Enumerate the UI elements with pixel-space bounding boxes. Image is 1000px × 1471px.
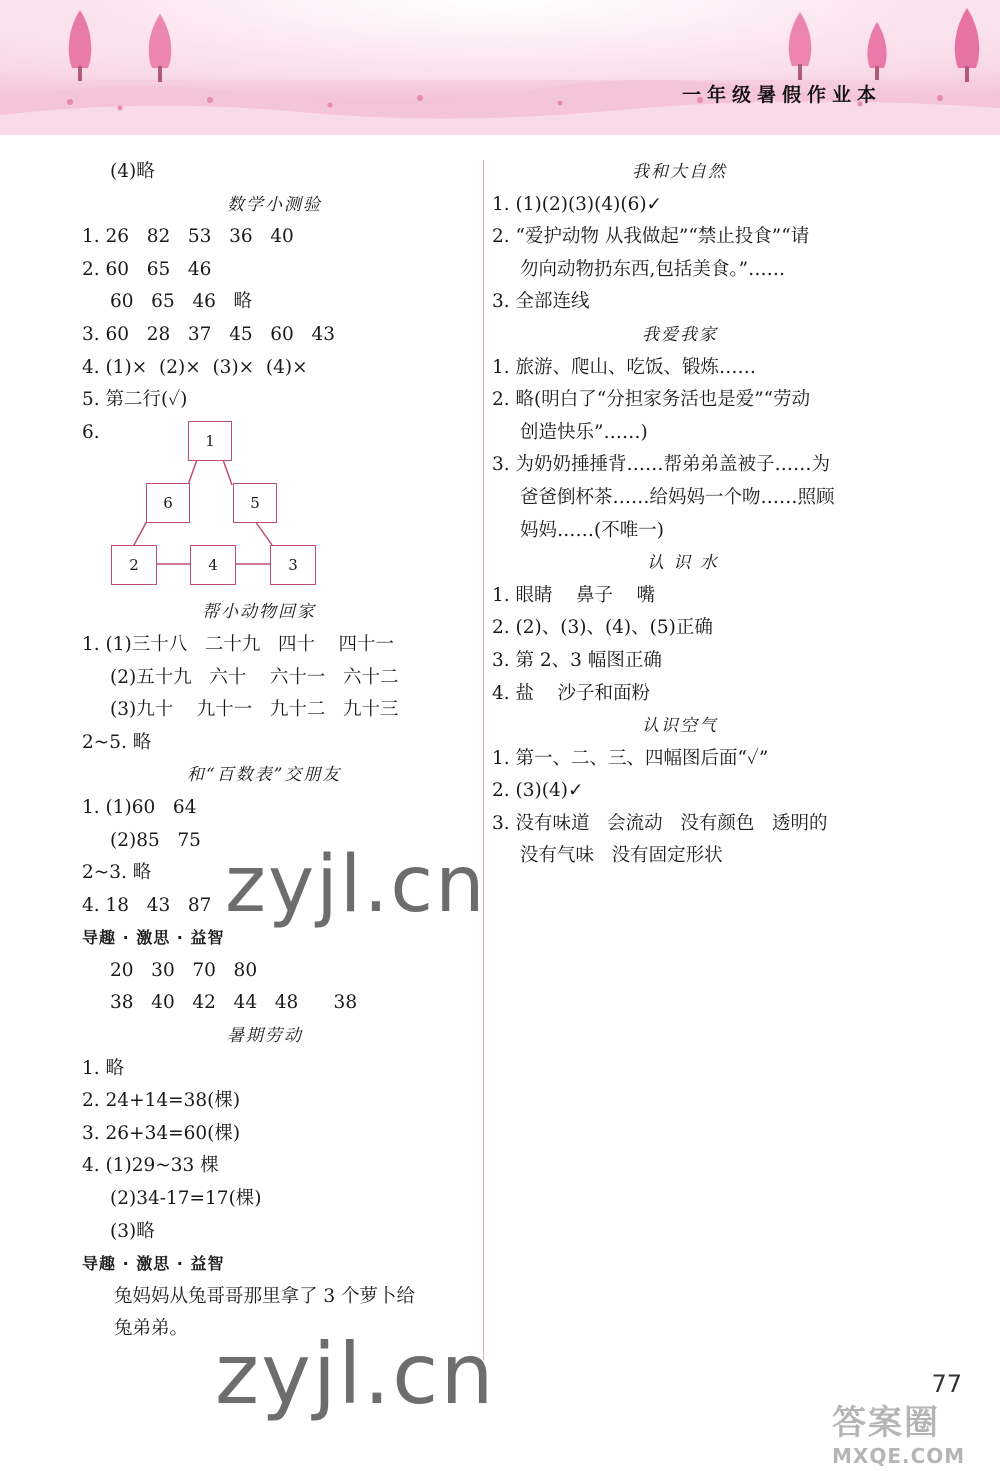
answer-line: 2~5. 略 xyxy=(82,731,152,753)
answer-line: 3. 第 2、3 幅图正确 xyxy=(492,649,662,671)
answer-line: 4. (1)29~33 棵 xyxy=(82,1155,219,1177)
right-column xyxy=(492,156,892,873)
answer-line: 3. 60 28 37 45 60 43 xyxy=(82,323,335,345)
answer-line: 20 30 70 80 xyxy=(110,959,258,981)
section-heading-water: 认 识 水 xyxy=(647,553,719,574)
answer-line: 1. 26 82 53 36 40 xyxy=(82,226,294,248)
tree-icon xyxy=(140,12,180,84)
section-heading-puzzle: 导趣 · 激思 · 益智 xyxy=(82,928,225,948)
tree-icon xyxy=(945,6,989,84)
section-heading-hundred-chart: 和“百数表”交朋友 xyxy=(187,765,342,786)
answer-line: 兔弟弟。 xyxy=(114,1318,189,1340)
answer-line: 妈妈……(不唯一) xyxy=(520,519,664,541)
section-heading-math-test: 数学小测验 xyxy=(227,194,322,215)
tree-icon xyxy=(860,20,894,82)
section-heading-nature: 我和大自然 xyxy=(632,162,727,182)
answer-line: 60 65 46 略 xyxy=(110,291,253,313)
answer-line: 1. 略 xyxy=(82,1057,125,1079)
tree-icon xyxy=(780,10,820,82)
left-column xyxy=(82,156,477,1346)
header-banner xyxy=(0,0,1000,135)
site-logo xyxy=(832,1395,992,1468)
answer-line: 2. 60 65 46 xyxy=(82,258,212,280)
answer-line: 2. (3)(4)✓ xyxy=(492,780,584,802)
answer-line: 2. (2)、(3)、(4)、(5)正确 xyxy=(492,617,713,639)
answer-line: 6. xyxy=(82,421,100,443)
logo-text: 答案圈 xyxy=(832,1403,940,1443)
answer-line: (2)85 75 xyxy=(110,829,201,851)
answer-line: 1. 眼睛 鼻子 嘴 xyxy=(492,584,656,606)
answer-line: 4. 盐 沙子和面粉 xyxy=(492,682,651,704)
answer-line: 1. (1)(2)(3)(4)(6)✓ xyxy=(492,193,663,215)
answer-line: 38 40 42 44 48 38 xyxy=(110,992,358,1014)
diagram-box-mid-right: 5 xyxy=(233,483,277,523)
answer-line: 3. 为奶奶捶捶背……帮弟弟盖被子……为 xyxy=(492,454,831,476)
answer-line: (2)五十九 六十 六十一 六十二 xyxy=(110,666,399,688)
diagram-box-bottom-center: 4 xyxy=(190,545,236,585)
answer-line: 1. 旅游、爬山、吃饭、锻炼…… xyxy=(492,356,757,378)
section-heading-puzzle: 导趣 · 激思 · 益智 xyxy=(82,1254,225,1274)
answer-line: 勿向动物扔东西,包括美食。”…… xyxy=(520,258,786,280)
answer-line: 1. 第一、二、三、四幅图后面“✓” xyxy=(492,747,769,769)
answer-line: (3)九十 九十一 九十二 九十三 xyxy=(110,699,399,721)
number-triangle-diagram xyxy=(82,421,477,596)
answer-line: 5. 第二行(✓) xyxy=(82,389,188,411)
answer-line: 创造快乐”……) xyxy=(520,421,648,443)
answer-line: 2. 24+14=38(棵) xyxy=(82,1090,241,1112)
watermark-text: zyjl.cn xyxy=(215,1325,496,1423)
section-heading-animals: 帮小动物回家 xyxy=(202,602,316,623)
section-heading-summer-labor: 暑期劳动 xyxy=(227,1026,303,1047)
answer-line: 爸爸倒杯茶……给妈妈一个吻……照顾 xyxy=(520,486,835,508)
answer-line: 1. (1)60 64 xyxy=(82,796,197,818)
diagram-box-mid-left: 6 xyxy=(146,483,190,523)
page-number: 77 xyxy=(931,1370,962,1398)
answer-line: 3. 没有味道 会流动 没有颜色 透明的 xyxy=(492,812,828,834)
answer-line: 1. (1)三十八 二十九 四十 四十一 xyxy=(82,633,395,655)
answer-line: (3)略 xyxy=(110,1220,155,1242)
answer-line: 3. 26+34=60(棵) xyxy=(82,1122,241,1144)
diagram-box-bottom-right: 3 xyxy=(270,545,316,585)
watermark-text: zyjl.cn xyxy=(225,840,487,930)
section-heading-air: 认识空气 xyxy=(642,716,718,737)
answer-line: (4)略 xyxy=(110,161,155,182)
section-heading-home: 我爱我家 xyxy=(642,324,718,345)
answer-line: 没有气味 没有固定形状 xyxy=(520,845,723,867)
answer-line: 4. 18 43 87 xyxy=(82,894,212,916)
answer-line: 2~3. 略 xyxy=(82,862,152,884)
tree-icon xyxy=(60,8,100,83)
column-divider xyxy=(483,160,484,1360)
answer-line: 兔妈妈从兔哥哥那里拿了 3 个萝卜给 xyxy=(114,1285,416,1307)
answer-line: (2)34-17=17(棵) xyxy=(110,1188,262,1210)
logo-subtext: MXQE.COM xyxy=(832,1444,966,1468)
diagram-box-top: 1 xyxy=(188,421,232,461)
header-title: 一年级暑假作业本 xyxy=(681,84,882,106)
answer-line: 4. (1)× (2)× (3)× (4)× xyxy=(82,356,308,378)
answer-line: 2. 略(明白了“分担家务活也是爱”“劳动 xyxy=(492,389,811,411)
diagram-box-bottom-left: 2 xyxy=(111,545,157,585)
answer-line: 2. “爱护动物 从我做起”“禁止投食”“请 xyxy=(492,226,810,248)
answer-line: 3. 全部连线 xyxy=(492,291,590,313)
